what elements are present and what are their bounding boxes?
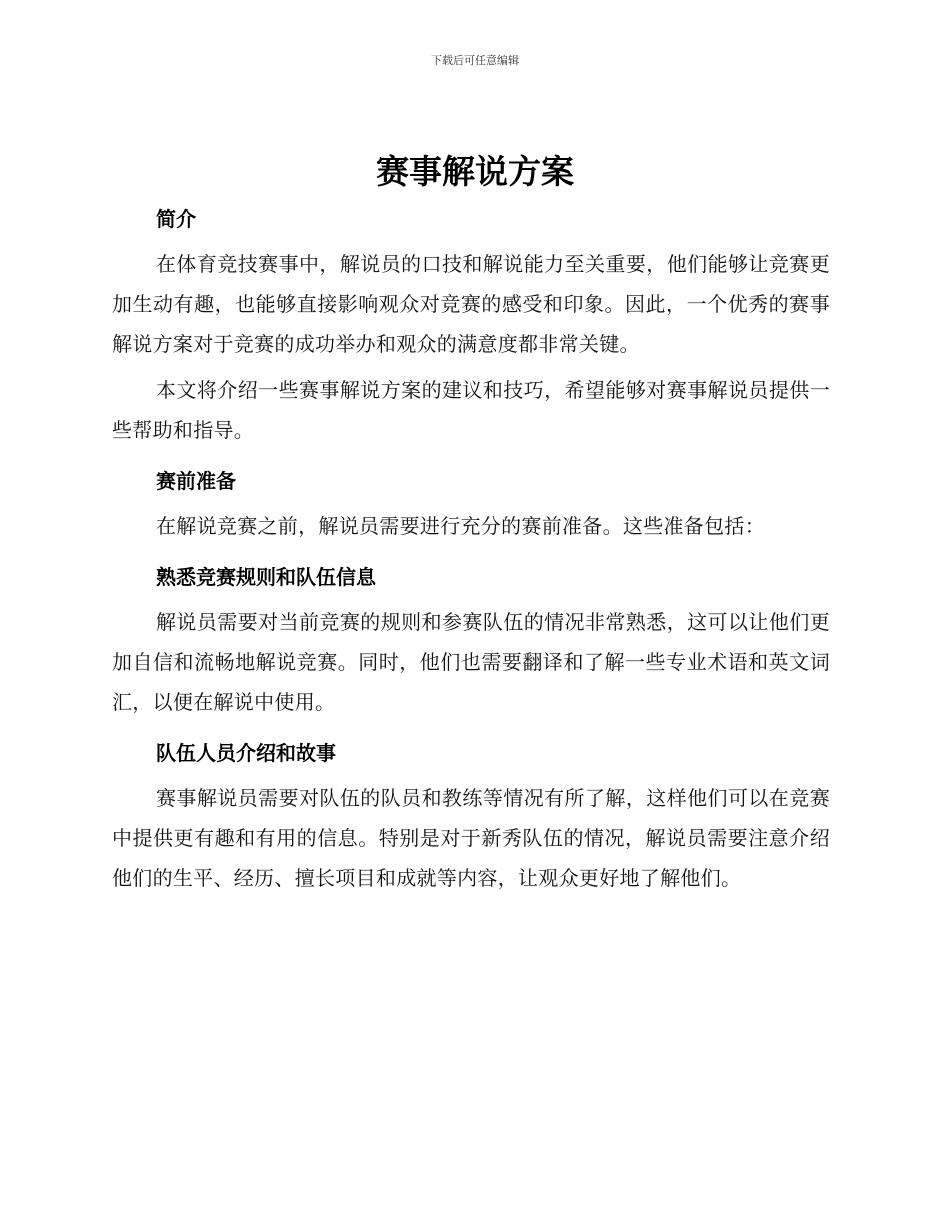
section-heading-preparation: 赛前准备: [156, 469, 236, 493]
paragraph: 解说员需要对当前竞赛的规则和参赛队伍的情况非常熟悉，这可以让他们更加自信和流畅地解说竞赛。同时，他们也需要翻译和了解一些专业术语和英文词汇，以便在解说中使用。: [112, 610, 830, 714]
paragraph: 在解说竞赛之前，解说员需要进行充分的赛前准备。这些准备包括：: [156, 514, 765, 538]
paragraph: 赛事解说员需要对队伍的队员和教练等情况有所了解，这样他们可以在竞赛中提供更有趣和有用的信息。特别是对于新秀队伍的情况，解说员需要注意介绍他们的生平、经历、擅长项目和成就等内容，让观众更好地了解他们。: [112, 786, 830, 890]
paragraph: 本文将介绍一些赛事解说方案的建议和技巧，希望能够对赛事解说员提供一些帮助和指导。: [112, 378, 830, 442]
header-note: 下载后可任意编辑: [431, 54, 519, 67]
section-heading-intro: 简介: [156, 207, 196, 231]
section-heading-team-stories: 队伍人员介绍和故事: [156, 741, 336, 765]
document-body: [112, 200, 830, 898]
section-heading-rules: 熟悉竞赛规则和队伍信息: [156, 565, 376, 589]
paragraph: 在体育竞技赛事中，解说员的口技和解说能力至关重要，他们能够让竞赛更加生动有趣，也能够直接影响观众对竞赛的感受和印象。因此，一个优秀的赛事解说方案对于竞赛的成功举办和观众的满意度都非常关键。: [112, 252, 830, 356]
document-title: 赛事解说方案: [376, 152, 574, 191]
